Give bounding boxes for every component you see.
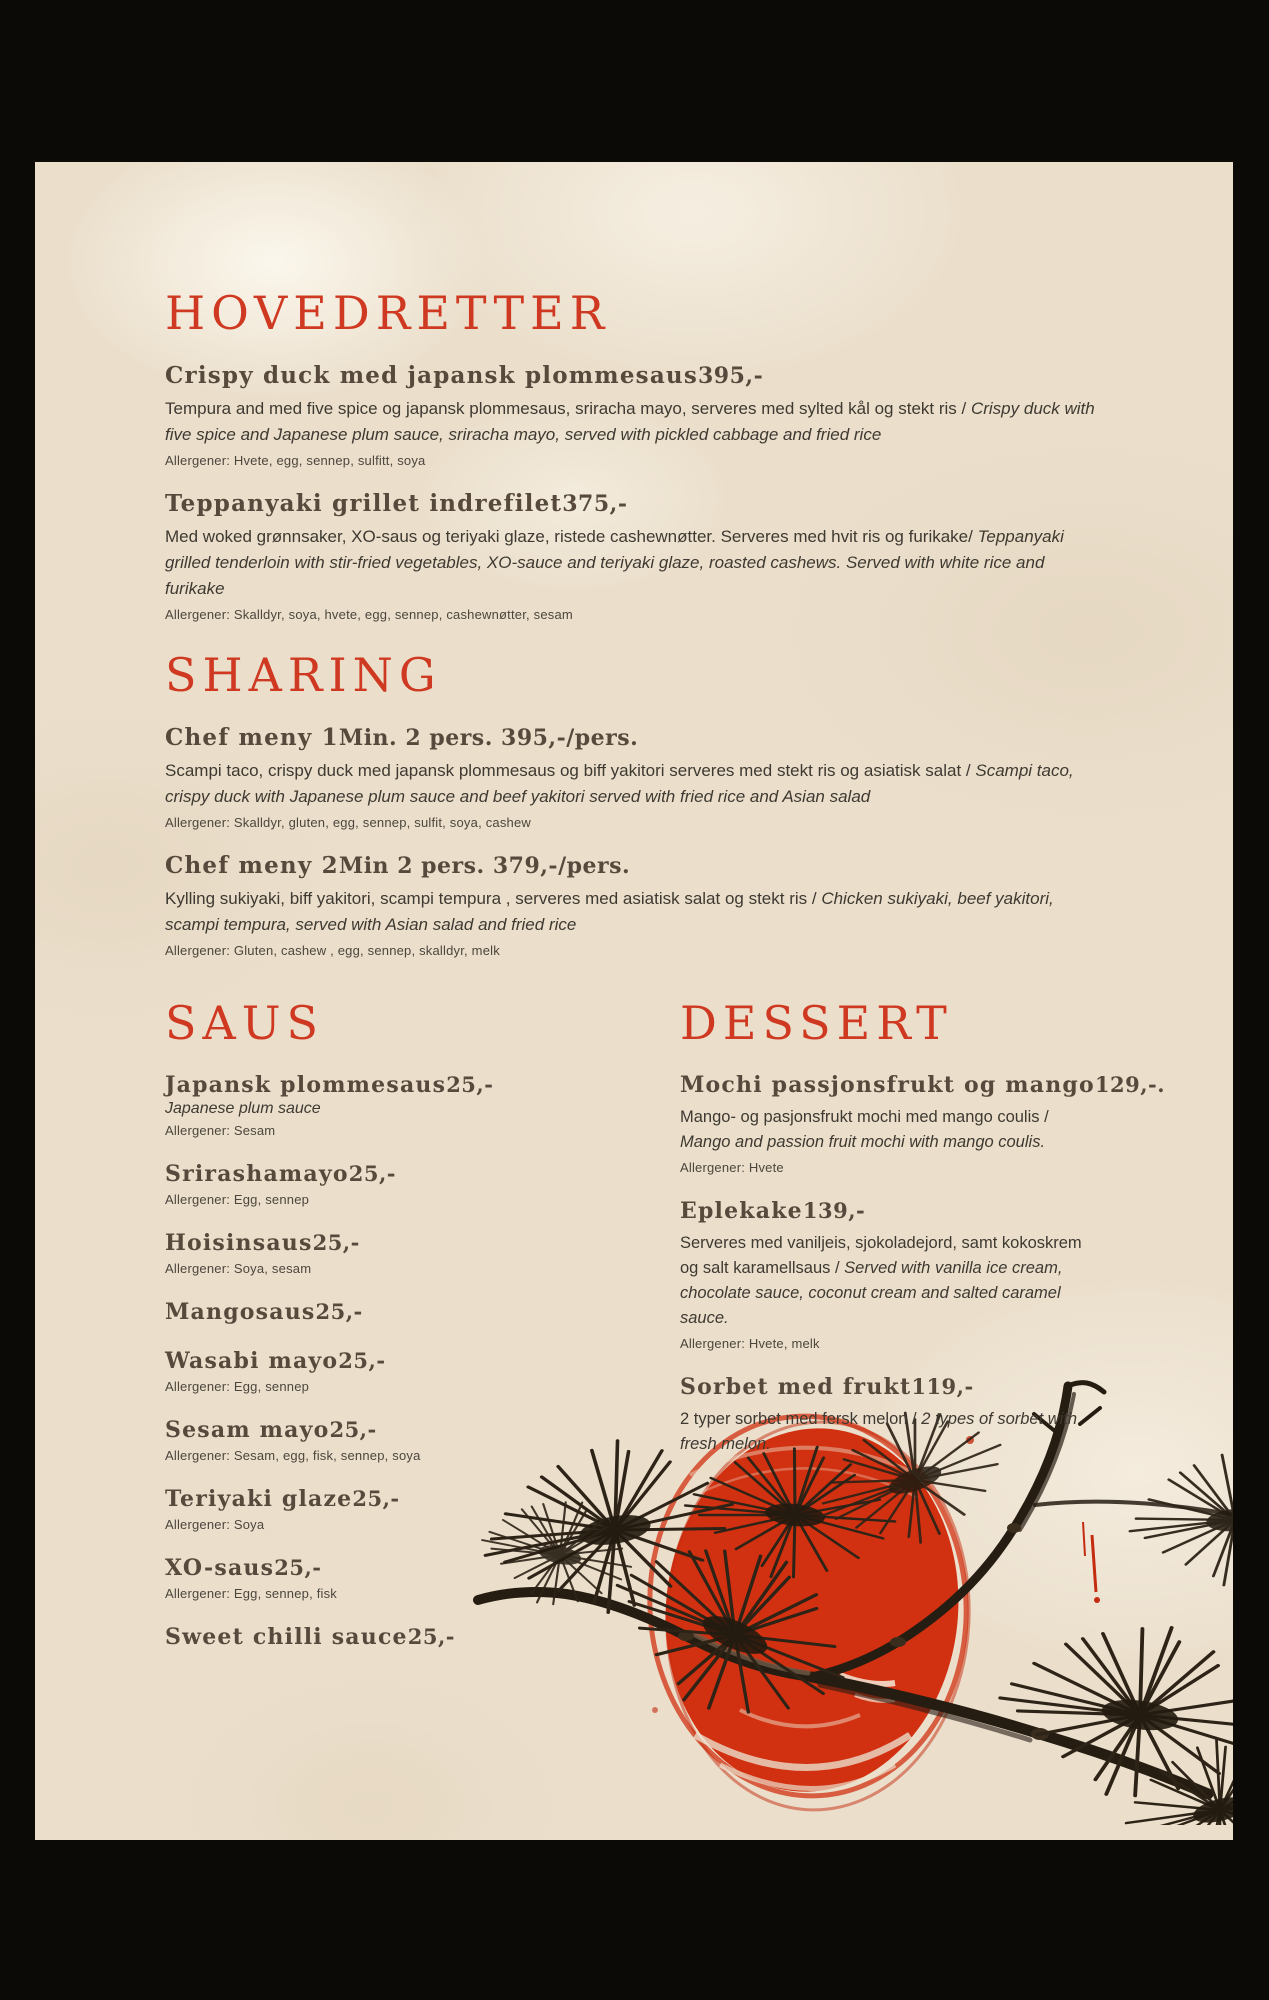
- menu-content: [35, 162, 1166, 1673]
- description-english: Teppanyaki grilled tenderloin with stir-fried vegetables, XO-sauce and teriyaki glaze, roasted cashews. Served with white rice and furikake: [165, 527, 1064, 598]
- dessert-column: [680, 996, 1166, 1673]
- item-name: Crispy duck med japansk plommesaus: [165, 362, 698, 389]
- item-name: Sesam mayo: [165, 1417, 330, 1443]
- description-english: Served with vanilla ice cream, chocolate sauce, coconut cream and salted caramel sauce.: [680, 1259, 1063, 1327]
- item-price: 25,-: [312, 1230, 360, 1255]
- item-allergens: Allergener: Hvete, egg, sennep, sulfitt, soya: [165, 453, 426, 468]
- item-allergens: Allergener: Egg, sennep: [165, 1192, 310, 1207]
- item-title-row: [165, 362, 1100, 389]
- item-allergens: Allergener: Skalldyr, soya, hvete, egg, sennep, cashewnøtter, sesam: [165, 607, 573, 622]
- item-title-row: [680, 1198, 1103, 1224]
- item-allergens: Allergener: Sesam: [165, 1123, 276, 1138]
- item-title-row: [165, 1299, 605, 1325]
- description-norwegian: Kylling sukiyaki, biff yakitori, scampi tempura , serveres med asiatisk salat og stekt ris /: [165, 889, 822, 908]
- item-title-row: [165, 1161, 605, 1187]
- description-norwegian: 2 typer sorbet med fersk melon /: [680, 1410, 922, 1428]
- item-title-row: [165, 1624, 605, 1650]
- item-allergens: Allergener: Soya: [165, 1517, 265, 1532]
- description-english: 2 types of sorbet with fresh melon.: [680, 1410, 1078, 1453]
- item-price: 139,-: [802, 1198, 866, 1223]
- description-english: Mango and passion fruit mochi with mango coulis.: [680, 1133, 1046, 1151]
- item-allergens: Allergener: Skalldyr, gluten, egg, sennep, sulfit, soya, cashew: [165, 815, 531, 830]
- description-norwegian: Scampi taco, crispy duck med japansk plommesaus og biff yakitori serveres med stekt ris og asiatisk salat /: [165, 761, 976, 780]
- saus-column: [165, 996, 605, 1673]
- item-name: Sorbet med frukt: [680, 1374, 912, 1400]
- item-description: [165, 758, 1100, 810]
- description-norwegian: Mango- og pasjonsfrukt mochi med mango coulis /: [680, 1108, 1049, 1126]
- item-title-row: [165, 1486, 605, 1512]
- sauce-item-wasabi-mayo: [165, 1348, 605, 1394]
- item-allergens: Allergener: Hvete: [680, 1160, 784, 1175]
- sauce-item-xo-saus: [165, 1555, 605, 1601]
- sauce-item-srirashamayo: [165, 1161, 605, 1207]
- dessert-item-mochi: [680, 1072, 1166, 1175]
- sauce-item-mangosaus: [165, 1299, 605, 1325]
- menu-item-teppanyaki: [165, 490, 1105, 622]
- item-title-row: [165, 490, 1100, 517]
- item-name: Wasabi mayo: [165, 1348, 339, 1374]
- item-price: 25,-: [315, 1299, 363, 1324]
- item-allergens: Allergener: Soya, sesam: [165, 1261, 312, 1276]
- description-norwegian: Med woked grønnsaker, XO-saus og teriyaki glaze, ristede cashewnøtter. Serveres med hvit ris og furikake/: [165, 527, 978, 546]
- item-description: [165, 396, 1100, 448]
- section-title-dessert: DESSERT: [680, 996, 953, 1050]
- item-name: Chef meny 1: [165, 724, 339, 751]
- sauce-item-sesam-mayo: [165, 1417, 605, 1463]
- item-title-row: [680, 1072, 1166, 1098]
- menu-paper: [35, 162, 1233, 1840]
- dessert-item-eplekake: [680, 1198, 1103, 1351]
- item-name: Sweet chilli sauce: [165, 1624, 408, 1650]
- item-allergens: Allergener: Egg, sennep: [165, 1379, 310, 1394]
- item-price: 25,-: [352, 1486, 400, 1511]
- item-price: 395,-: [698, 363, 764, 389]
- section-title-hovedretter: HOVEDRETTER: [165, 286, 611, 340]
- item-subtitle: Japanese plum sauce: [165, 1100, 321, 1117]
- item-name: Mangosaus: [165, 1299, 316, 1325]
- item-price: 25,-: [407, 1624, 456, 1649]
- description-norwegian: Tempura and med five spice og japansk plommesaus, sriracha mayo, serveres med sylted kål og stekt ris /: [165, 399, 971, 418]
- item-title-row: [680, 1374, 1103, 1400]
- item-allergens: Allergener: Sesam, egg, fisk, sennep, soya: [165, 1448, 421, 1463]
- item-name: Japansk plommesaus: [165, 1072, 447, 1098]
- item-name: Hoisinsaus: [165, 1230, 313, 1256]
- item-title-row: [165, 1555, 605, 1581]
- item-allergens: Allergener: Hvete, melk: [680, 1336, 820, 1351]
- saus-dessert-columns: [165, 996, 1166, 1673]
- item-allergens: Allergener: Egg, sennep, fisk: [165, 1586, 338, 1601]
- item-price: 25,-: [348, 1161, 396, 1186]
- item-name: Teppanyaki grillet indrefilet: [165, 490, 563, 517]
- item-title-row: [165, 1230, 605, 1256]
- menu-item-chef-meny-1: [165, 724, 1105, 830]
- item-price: 25,-: [446, 1072, 494, 1097]
- item-price: 119,-: [911, 1374, 974, 1399]
- item-name: Srirashamayo: [165, 1161, 349, 1187]
- sauce-item-teriyaki-glaze: [165, 1486, 605, 1532]
- item-name: Mochi passjonsfrukt og mango: [680, 1072, 1095, 1098]
- description-english: Crispy duck with five spice and Japanese plum sauce, sriracha mayo, served with pickled cabbage and fried rice: [165, 399, 1095, 444]
- item-description: [680, 1231, 1103, 1331]
- sauce-item-japansk-plommesaus: [165, 1072, 605, 1138]
- item-price: 25,-: [329, 1417, 377, 1442]
- item-description: [165, 524, 1100, 602]
- description-english: Chicken sukiyaki, beef yakitori, scampi tempura, served with Asian salad and fried rice: [165, 889, 1054, 934]
- item-allergens: Allergener: Gluten, cashew , egg, sennep, skalldyr, melk: [165, 943, 500, 958]
- item-name: XO-saus: [165, 1555, 275, 1581]
- item-title-row: [165, 852, 1100, 879]
- item-price: 25,-: [274, 1555, 322, 1580]
- item-name: Eplekake: [680, 1198, 803, 1224]
- item-title-row: [165, 724, 1100, 751]
- item-description: [165, 886, 1100, 938]
- item-price: Min. 2 pers. 395,-/pers.: [338, 725, 639, 751]
- item-title-row: [165, 1417, 605, 1443]
- section-title-saus: SAUS: [165, 996, 325, 1050]
- item-price: 375,-: [562, 491, 628, 517]
- description-norwegian: Serveres med vaniljeis, sjokoladejord, samt kokoskrem og salt karamellsaus /: [680, 1234, 1082, 1277]
- item-description: [680, 1105, 1103, 1155]
- menu-item-crispy-duck: [165, 362, 1105, 468]
- item-title-row: [165, 1072, 605, 1098]
- section-title-sharing: SHARING: [165, 648, 442, 702]
- dessert-item-sorbet: [680, 1374, 1103, 1457]
- item-price: 25,-: [338, 1348, 386, 1373]
- item-name: Teriyaki glaze: [165, 1486, 353, 1512]
- description-english: Scampi taco, crispy duck with Japanese plum sauce and beef yakitori served with fried rice and Asian salad: [165, 761, 1074, 806]
- item-price: Min 2 pers. 379,-/pers.: [338, 853, 631, 879]
- sauce-item-hoisinsaus: [165, 1230, 605, 1276]
- item-title-row: [165, 1348, 605, 1374]
- sauce-item-sweet-chilli: [165, 1624, 605, 1650]
- item-name: Chef meny 2: [165, 852, 339, 879]
- item-description: [680, 1407, 1103, 1457]
- menu-item-chef-meny-2: [165, 852, 1105, 958]
- item-price: 129,-.: [1094, 1072, 1166, 1097]
